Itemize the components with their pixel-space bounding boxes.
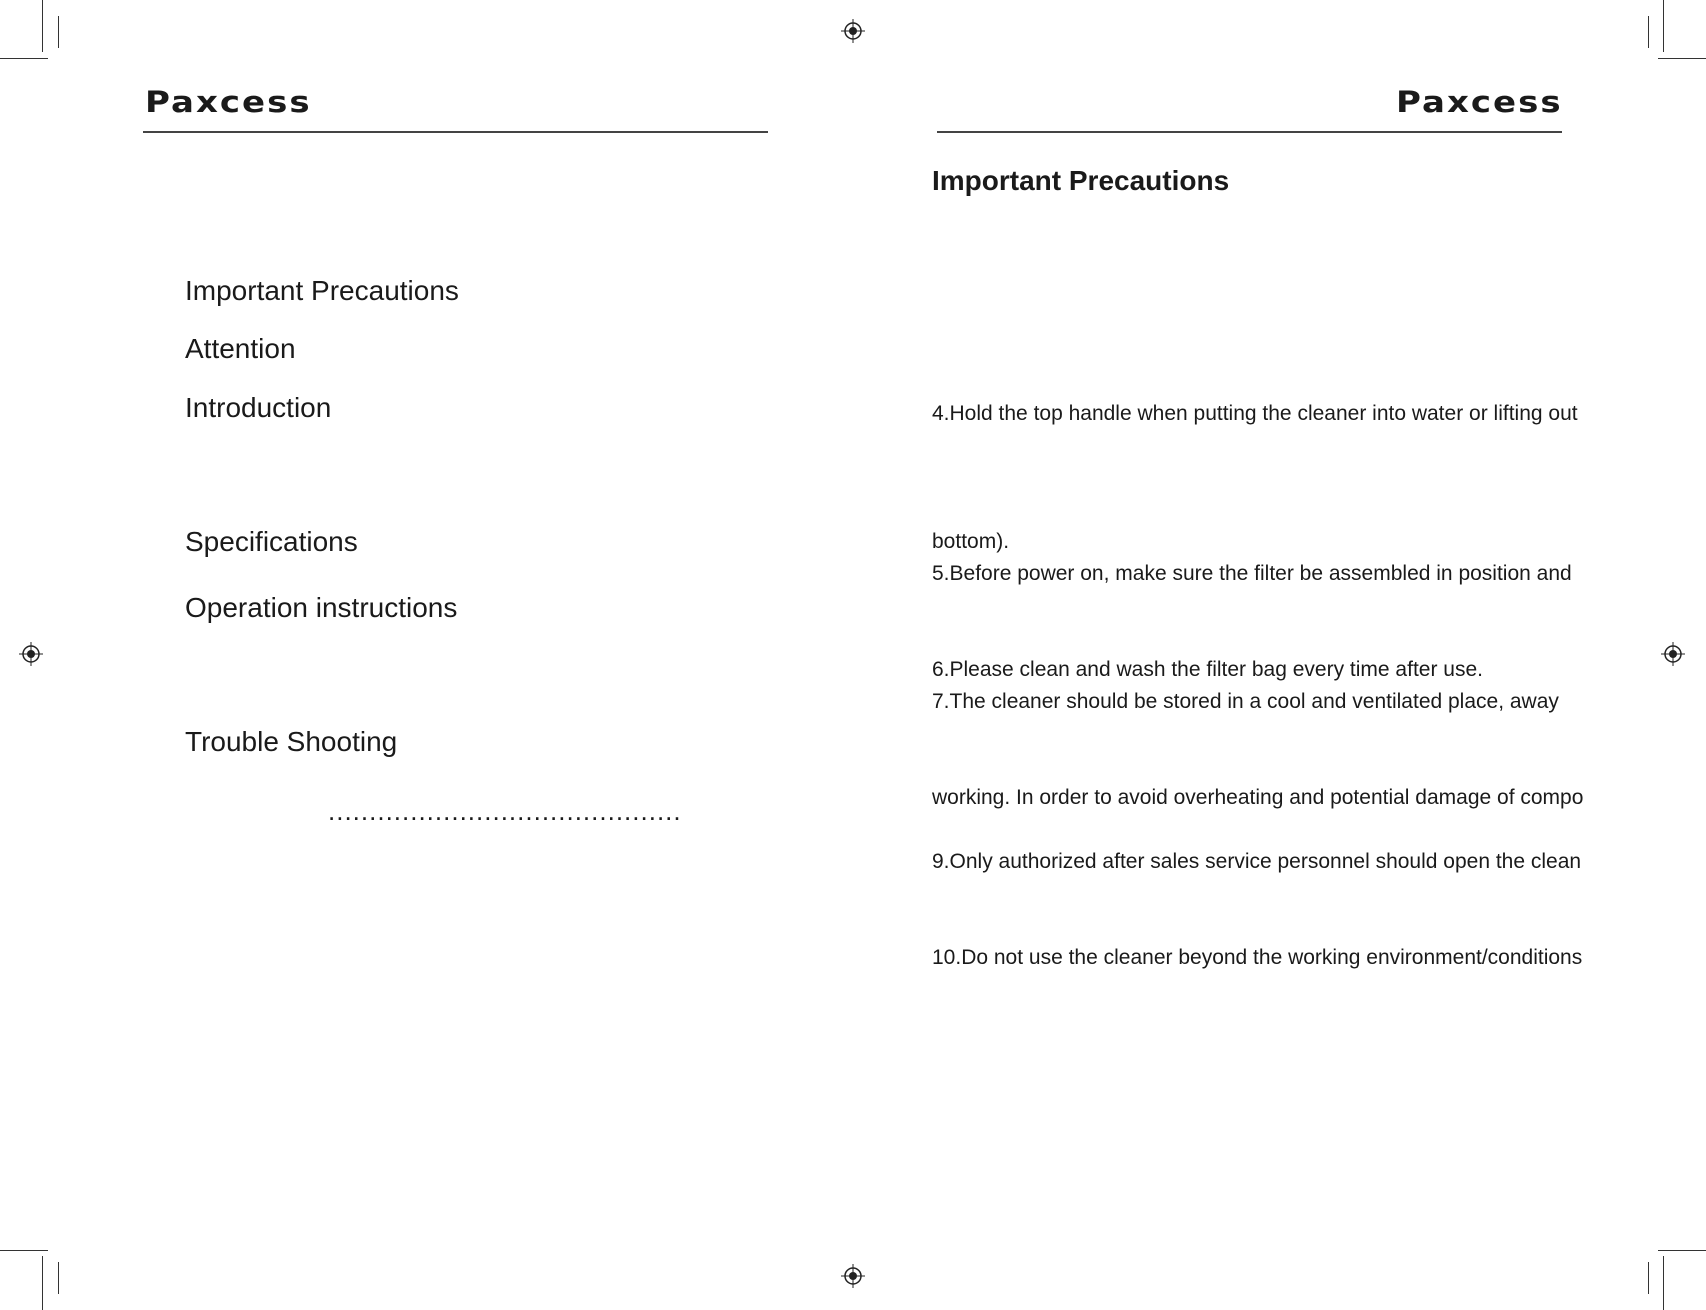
header-rule bbox=[143, 131, 768, 133]
precaution-line: 5.Before power on, make sure the filter be assembled in position and bbox=[932, 562, 1572, 585]
registration-mark-icon bbox=[841, 1264, 865, 1288]
crop-mark bbox=[1658, 1250, 1706, 1251]
toc-item-specifications[interactable]: Specifications bbox=[185, 526, 358, 557]
crop-mark bbox=[58, 1262, 59, 1294]
registration-mark-icon bbox=[1661, 642, 1685, 666]
toc-leader-dots: ........................................... bbox=[328, 796, 682, 826]
precaution-line: 9.Only authorized after sales service personnel should open the clean bbox=[932, 850, 1582, 873]
crop-mark bbox=[1663, 0, 1664, 52]
section-heading: Important Precautions bbox=[932, 165, 1230, 196]
precaution-line: working. In order to avoid overheating and potential damage of compo bbox=[932, 786, 1584, 809]
toc-item-introduction[interactable]: Introduction bbox=[185, 392, 332, 423]
registration-mark-icon bbox=[841, 19, 865, 43]
crop-mark bbox=[1648, 16, 1649, 48]
precaution-line: 10.Do not use the cleaner beyond the working environment/conditions bbox=[932, 946, 1583, 969]
crop-mark bbox=[42, 1256, 43, 1310]
brand-logo: Paxcess bbox=[145, 85, 312, 120]
crop-mark bbox=[58, 16, 59, 48]
crop-mark bbox=[1658, 58, 1706, 59]
toc-item-trouble-shooting[interactable]: Trouble Shooting bbox=[185, 726, 398, 757]
crop-mark bbox=[42, 0, 43, 52]
brand-logo: Paxcess bbox=[1396, 85, 1563, 120]
header-rule bbox=[937, 131, 1562, 133]
crop-mark bbox=[0, 58, 48, 59]
precaution-line: 6.Please clean and wash the filter bag every time after use. bbox=[932, 658, 1483, 681]
toc-item-attention[interactable]: Attention bbox=[185, 333, 296, 364]
precaution-line: bottom). bbox=[932, 530, 1010, 553]
toc-item-operation-instructions[interactable]: Operation instructions bbox=[185, 592, 458, 623]
registration-mark-icon bbox=[19, 642, 43, 666]
precaution-line: 7.The cleaner should be stored in a cool and ventilated place, away bbox=[932, 690, 1559, 713]
crop-mark bbox=[1663, 1256, 1664, 1310]
crop-mark bbox=[0, 1250, 48, 1251]
toc-item-important-precautions[interactable]: Important Precautions bbox=[185, 275, 459, 306]
precaution-line: 4.Hold the top handle when putting the cleaner into water or lifting out bbox=[932, 402, 1578, 425]
crop-mark bbox=[1648, 1262, 1649, 1294]
